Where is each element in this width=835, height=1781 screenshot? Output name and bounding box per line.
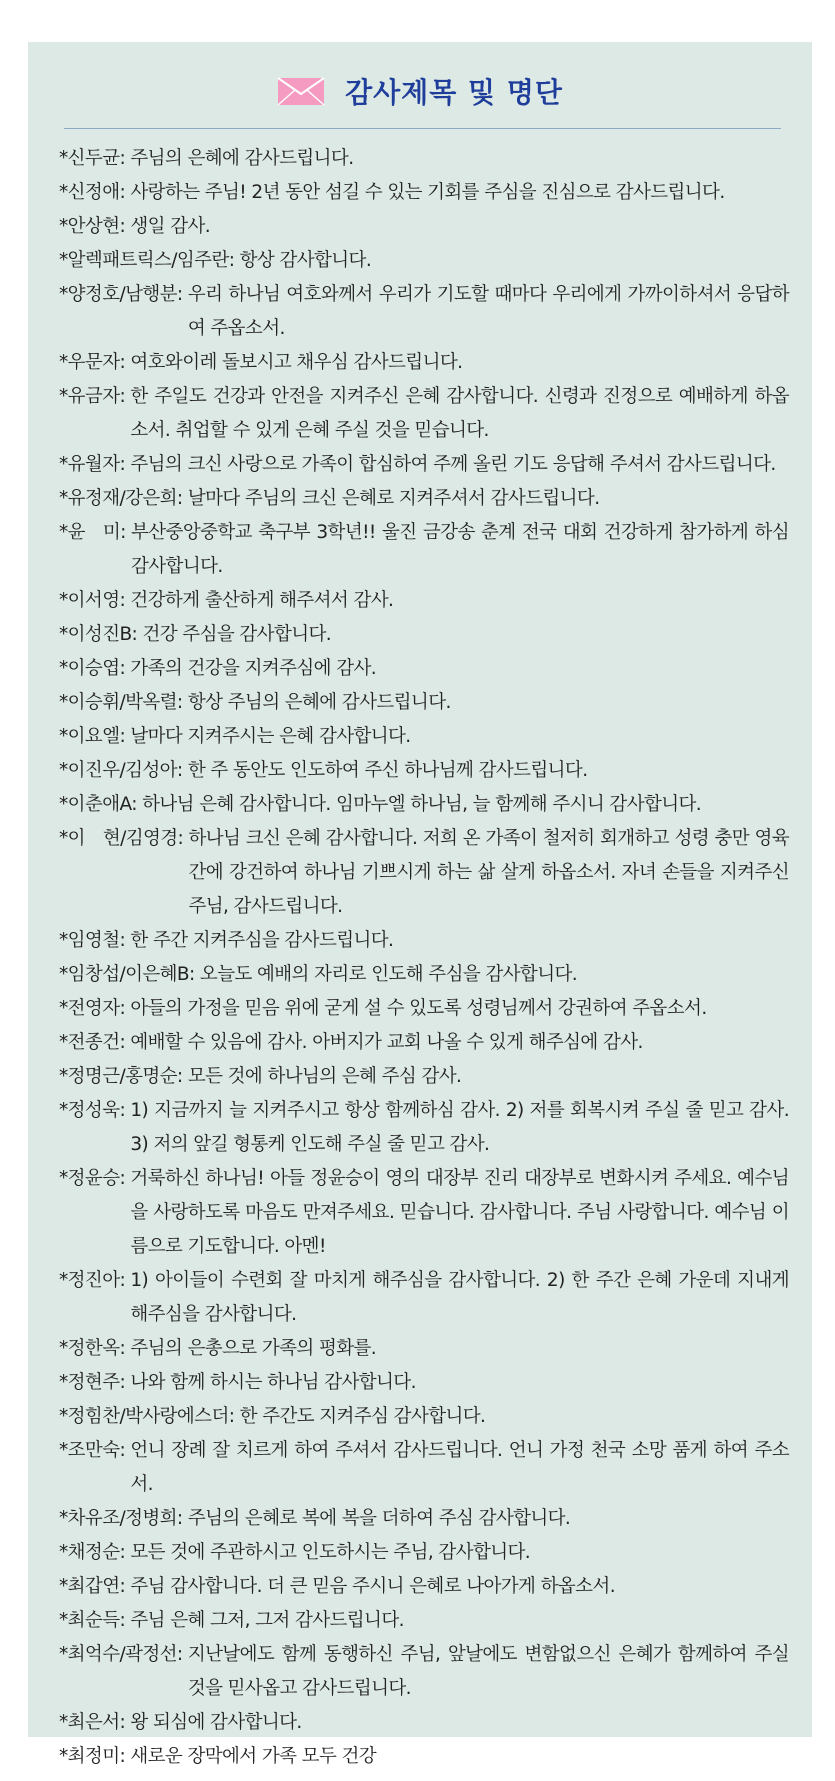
entry-text: 언니 장례 잘 치르게 하여 주셔서 감사드립니다. 언니 가정 천국 소망 품게 하여 주소서. (130, 1440, 789, 1495)
prayer-entry (59, 1434, 789, 1502)
entry-text: 건강 주심을 감사합니다. (142, 624, 332, 645)
entry-text: 1) 아이들이 수련회 잘 마치게 해주심을 감사합니다. 2) 한 주간 은혜 가운데 지내게 해주심을 감사합니다. (130, 1270, 789, 1325)
prayer-entry (59, 992, 789, 1026)
entry-name: *최억수/곽정선: (59, 1644, 183, 1665)
entry-name: *이 현/김영경: (59, 828, 184, 849)
prayer-entry (59, 788, 789, 822)
entry-name: *최정미: (59, 1746, 126, 1767)
entry-name: *신두균: (59, 148, 126, 169)
prayer-entry (59, 448, 789, 482)
entry-text: 거룩하신 하나님! 아들 정윤승이 영의 대장부 진리 대장부로 변화시켜 주세요. 예수님을 사랑하도록 마음도 만져주세요. 믿습니다. 감사합니다. 주님 사랑합니다. 예수님 이름으로 기도합니다. 아멘! (130, 1168, 789, 1257)
entry-name: *유금자: (59, 386, 126, 407)
prayer-entry (59, 720, 789, 754)
entry-text: 주님의 은총으로 가족의 평화를. (130, 1338, 377, 1359)
entry-name: *정힘찬/박사랑에스더: (59, 1406, 235, 1427)
prayer-entry (59, 1332, 789, 1366)
entry-name: *정성욱: (59, 1100, 126, 1121)
entry-text: 왕 되심에 감사합니다. (130, 1712, 302, 1733)
entry-text: 하나님 크신 은혜 감사합니다. 저희 온 가족이 철저히 회개하고 성령 충만 영육 간에 강건하여 하나님 기쁘시게 하는 삶 살게 하옵소서. 자녀 손들을 지켜주신 주님, 감사드립니다. (188, 828, 789, 917)
prayer-entry (59, 958, 789, 992)
entry-name: *전영자: (59, 998, 126, 1019)
entry-name: *유정재/강은희: (59, 488, 183, 509)
prayer-entry (59, 1706, 789, 1740)
entry-text: 모든 것에 하나님의 은혜 주심 감사. (187, 1066, 462, 1087)
entry-text: 항상 주님의 은혜에 감사드립니다. (187, 692, 451, 713)
prayer-entry (59, 346, 789, 380)
entry-text: 하나님 은혜 감사합니다. 임마누엘 하나님, 늘 함께해 주시니 감사합니다. (142, 794, 702, 815)
entry-text: 부산중앙중학교 축구부 3학년!! 울진 금강송 춘계 전국 대회 건강하게 참가하게 하심 감사합니다. (131, 522, 789, 577)
header (28, 70, 812, 112)
entry-name: *정윤승: (59, 1168, 126, 1189)
entry-text: 한 주간 지켜주심을 감사드립니다. (130, 930, 394, 951)
entry-name: *임창섭/이은혜B: (59, 964, 195, 985)
entry-text: 한 주간도 지켜주심 감사합니다. (239, 1406, 486, 1427)
entry-text: 나와 함께 하시는 하나님 감사합니다. (130, 1372, 416, 1393)
prayer-entry (59, 1502, 789, 1536)
entry-name: *이서영: (59, 590, 126, 611)
entry-text: 생일 감사. (130, 216, 211, 237)
prayer-entry (59, 1060, 789, 1094)
entry-text: 사랑하는 주님! 2년 동안 섬길 수 있는 기회를 주심을 진심으로 감사드립니다. (130, 182, 725, 203)
entry-text: 모든 것에 주관하시고 인도하시는 주님, 감사합니다. (130, 1542, 531, 1563)
entry-text: 항상 감사합니다. (239, 250, 372, 271)
entry-name: *임영철: (59, 930, 126, 951)
entry-text: 가족의 건강을 지켜주심에 감사. (130, 658, 377, 679)
page-title: 감사제목 및 명단 (345, 76, 563, 109)
entry-name: *차유조/정병희: (59, 1508, 183, 1529)
prayer-entry (59, 652, 789, 686)
prayer-entry (59, 618, 789, 652)
prayer-entry (59, 142, 789, 176)
entry-text: 날마다 지켜주시는 은혜 감사합니다. (130, 726, 411, 747)
entry-text: 건강하게 출산하게 해주셔서 감사. (130, 590, 394, 611)
entry-name: *정한옥: (59, 1338, 126, 1359)
entry-text: 새로운 장막에서 가족 모두 건강 (130, 1746, 377, 1767)
entry-name: *이진우/김성아: (59, 760, 183, 781)
entry-text: 아들의 가정을 믿음 위에 굳게 설 수 있도록 성령님께서 강권하여 주옵소서. (130, 998, 707, 1019)
entry-name: *이요엘: (59, 726, 126, 747)
entry-name: *이승엽: (59, 658, 126, 679)
prayer-entry (59, 584, 789, 618)
entry-name: *정현주: (59, 1372, 126, 1393)
entry-name: *알렉패트릭스/임주란: (59, 250, 235, 271)
entry-name: *윤 미: (59, 522, 126, 543)
prayer-entry (59, 924, 789, 958)
entry-name: *정명근/홍명순: (59, 1066, 183, 1087)
prayer-entry (59, 1740, 789, 1774)
entry-name: *전종건: (59, 1032, 126, 1053)
prayer-entry (59, 1026, 789, 1060)
prayer-entry (59, 754, 789, 788)
entry-name: *이승휘/박옥렬: (59, 692, 183, 713)
prayer-entry (59, 1400, 789, 1434)
entry-name: *신정애: (59, 182, 126, 203)
entry-text: 한 주일도 건강과 안전을 지켜주신 은혜 감사합니다. 신령과 진정으로 예배하게 하옵소서. 취업할 수 있게 은혜 주실 것을 믿습니다. (130, 386, 789, 441)
entry-text: 주님 감사합니다. 더 큰 믿음 주시니 은혜로 나아가게 하옵소서. (130, 1576, 615, 1597)
envelope-icon (277, 75, 325, 107)
entry-text: 주님의 은혜로 복에 복을 더하여 주심 감사합니다. (187, 1508, 571, 1529)
prayer-entry (59, 1570, 789, 1604)
prayer-entry (59, 516, 789, 584)
prayer-entry (59, 1366, 789, 1400)
entry-name: *안상현: (59, 216, 126, 237)
entry-text: 주님 은혜 그저, 그저 감사드립니다. (130, 1610, 404, 1631)
prayer-entry (59, 686, 789, 720)
entry-name: *우문자: (59, 352, 126, 373)
entry-text: 오늘도 예배의 자리로 인도해 주심을 감사합니다. (199, 964, 578, 985)
prayer-entry (59, 1162, 789, 1264)
entry-text: 여호와이레 돌보시고 채우심 감사드립니다. (130, 352, 463, 373)
prayer-entry (59, 1094, 789, 1162)
entry-text: 주님의 은혜에 감사드립니다. (130, 148, 354, 169)
entry-name: *정진아: (59, 1270, 126, 1291)
prayer-entry (59, 1638, 789, 1706)
entry-text: 우리 하나님 여호와께서 우리가 기도할 때마다 우리에게 가까이하셔서 응답하여 주옵소서. (187, 284, 789, 339)
entry-name: *최순득: (59, 1610, 126, 1631)
entry-name: *최은서: (59, 1712, 126, 1733)
entry-name: *채정순: (59, 1542, 126, 1563)
prayer-list-panel (28, 42, 812, 1767)
prayer-entry (59, 176, 789, 210)
entry-name: *이춘애A: (59, 794, 137, 815)
title-divider (64, 128, 781, 129)
entry-text: 지난날에도 함께 동행하신 주님, 앞날에도 변함없으신 은혜가 함께하여 주실 것을 믿사옵고 감사드립니다. (187, 1644, 789, 1699)
entry-text: 1) 지금까지 늘 지켜주시고 항상 함께하심 감사. 2) 저를 회복시켜 주실 줄 믿고 감사. 3) 저의 앞길 형통케 인도해 주실 줄 믿고 감사. (130, 1100, 789, 1155)
prayer-entry (59, 278, 789, 346)
prayer-entry (59, 1604, 789, 1638)
prayer-entry (59, 1264, 789, 1332)
entry-name: *유월자: (59, 454, 126, 475)
prayer-entry (59, 482, 789, 516)
entry-name: *양정호/남행분: (59, 284, 183, 305)
entry-name: *최갑연: (59, 1576, 126, 1597)
prayer-entry (59, 380, 789, 448)
entry-name: *이성진B: (59, 624, 138, 645)
entry-text: 날마다 주님의 크신 은혜로 지켜주셔서 감사드립니다. (187, 488, 600, 509)
entry-text: 예배할 수 있음에 감사. 아버지가 교회 나올 수 있게 해주심에 감사. (130, 1032, 643, 1053)
prayer-entry (59, 244, 789, 278)
entry-name: *조만숙: (59, 1440, 126, 1461)
prayer-entry (59, 822, 789, 924)
prayer-entry (59, 1536, 789, 1570)
entries-list (59, 142, 789, 1774)
prayer-entry (59, 210, 789, 244)
entry-text: 주님의 크신 사랑으로 가족이 합심하여 주께 올린 기도 응답해 주셔서 감사드립니다. (130, 454, 776, 475)
entry-text: 한 주 동안도 인도하여 주신 하나님께 감사드립니다. (187, 760, 588, 781)
